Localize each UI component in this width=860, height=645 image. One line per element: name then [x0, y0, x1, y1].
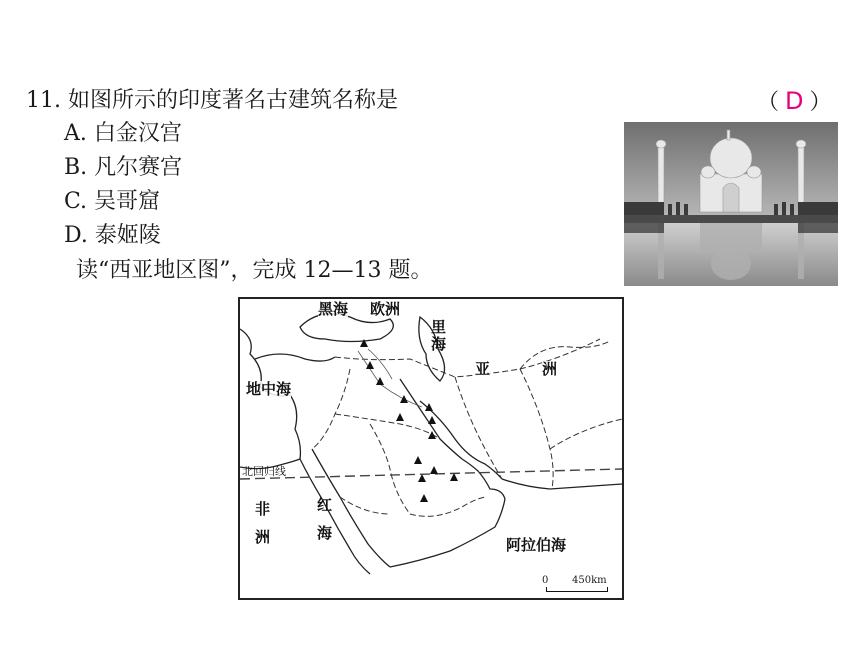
- scale-bar-line: [546, 587, 608, 592]
- label-arabian-sea: 阿拉伯海: [506, 536, 567, 554]
- scale-distance: 450km: [572, 575, 607, 586]
- label-black-sea: 黑海: [318, 300, 349, 318]
- question-11-stem: 11. 如图所示的印度著名古建筑名称是: [26, 88, 398, 113]
- option-d: D. 泰姬陵: [64, 223, 161, 248]
- label-mediterranean: 地中海: [246, 380, 292, 398]
- label-europe: 欧洲: [370, 300, 401, 318]
- label-caspian-sea: 里海: [430, 318, 446, 353]
- label-africa: 非洲: [254, 500, 270, 546]
- map-scale-bar: [542, 575, 612, 595]
- read-instruction: 读“西亚地区图”，完成 12—13 题。: [76, 258, 433, 283]
- answer-paren-close: ）: [809, 90, 832, 115]
- option-b: B. 凡尔赛宫: [64, 155, 183, 180]
- oil-derrick-icon: [360, 339, 458, 502]
- taj-mahal-photo: [624, 122, 838, 286]
- option-a: A. 白金汉宫: [64, 121, 182, 146]
- label-tropic-of-cancer: 北回归线: [242, 465, 286, 478]
- answer-paren-open: （: [757, 90, 780, 115]
- answer-letter: D: [785, 87, 804, 115]
- label-asia-zhou: 洲: [542, 360, 558, 378]
- west-asia-map: [238, 297, 624, 600]
- option-c: C. 吴哥窟: [64, 189, 161, 214]
- label-red-sea: 红海: [316, 496, 332, 542]
- answer-bracket: [757, 86, 832, 118]
- label-asia-ya: 亚: [475, 360, 491, 378]
- scale-zero: 0: [542, 575, 549, 586]
